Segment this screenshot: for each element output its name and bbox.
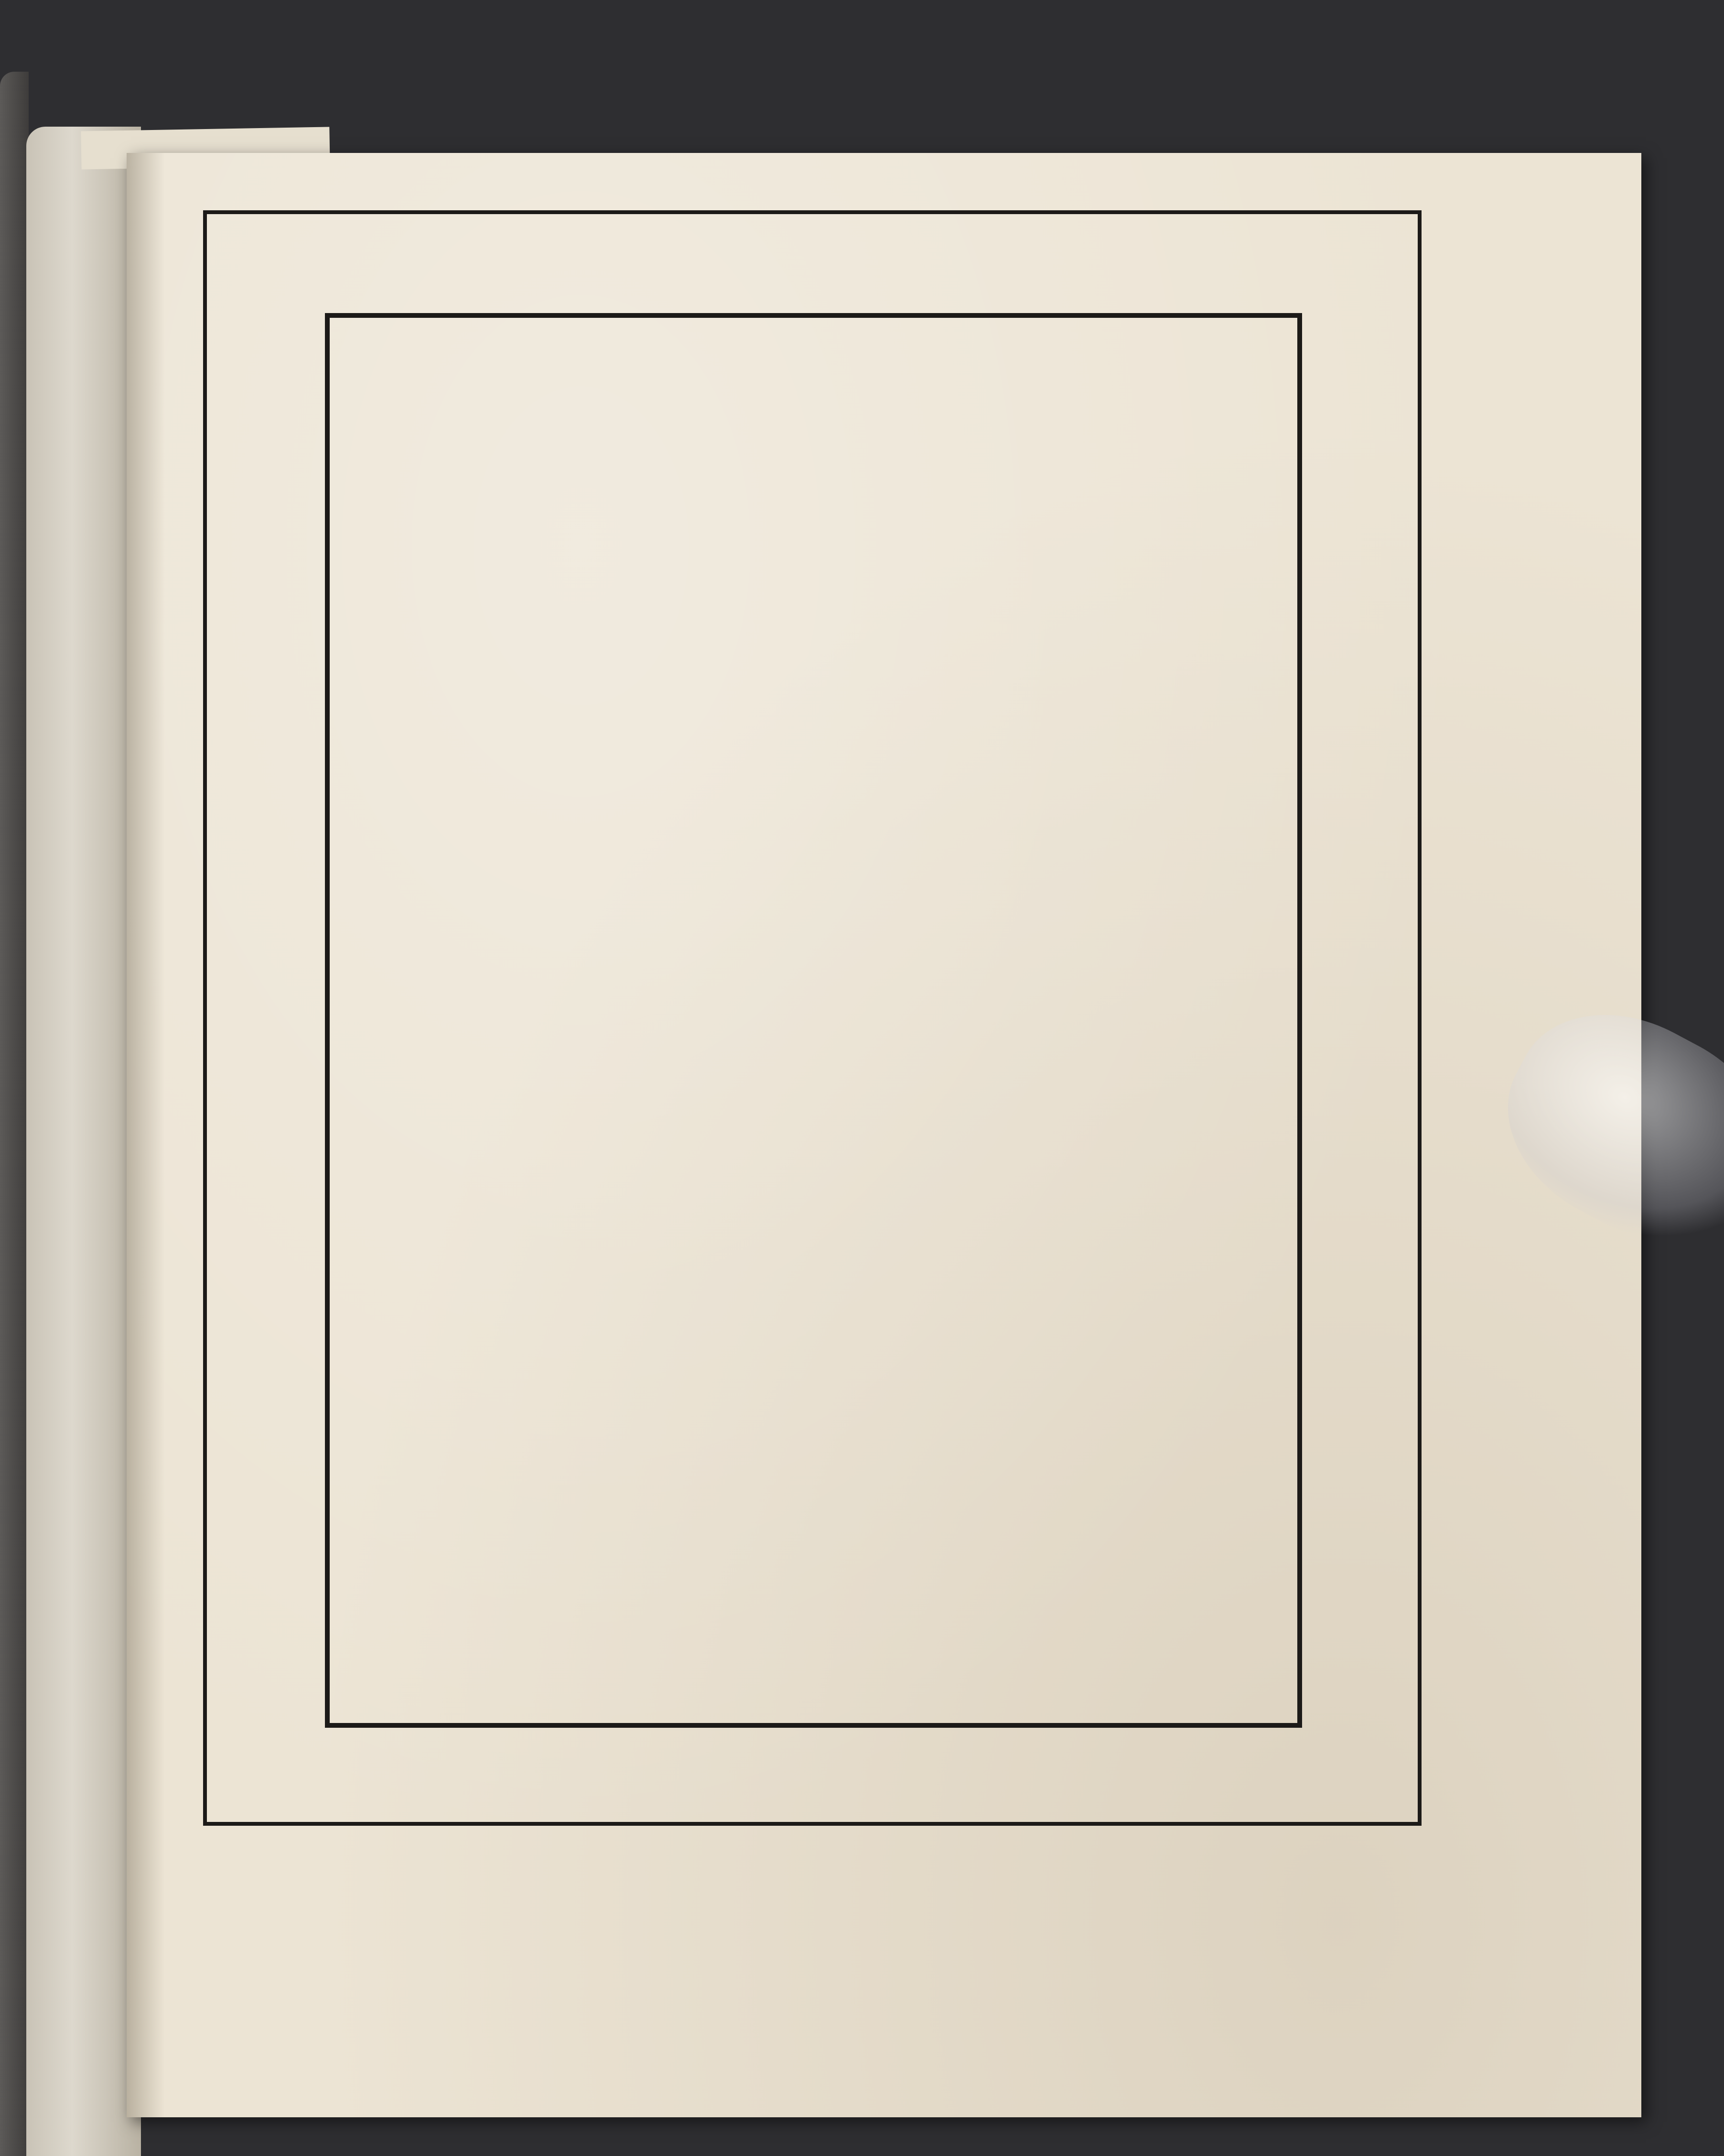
right-ornament-border <box>1295 306 1419 1728</box>
left-page-edge <box>26 127 141 2156</box>
book-board-edge <box>0 72 29 2156</box>
bottom-ornament-border <box>205 1721 1419 1850</box>
left-ornament-border <box>205 306 330 1728</box>
top-ornament-border <box>205 213 1419 311</box>
title-text-block <box>334 330 1295 1716</box>
page-gutter-shadow <box>127 153 165 2117</box>
